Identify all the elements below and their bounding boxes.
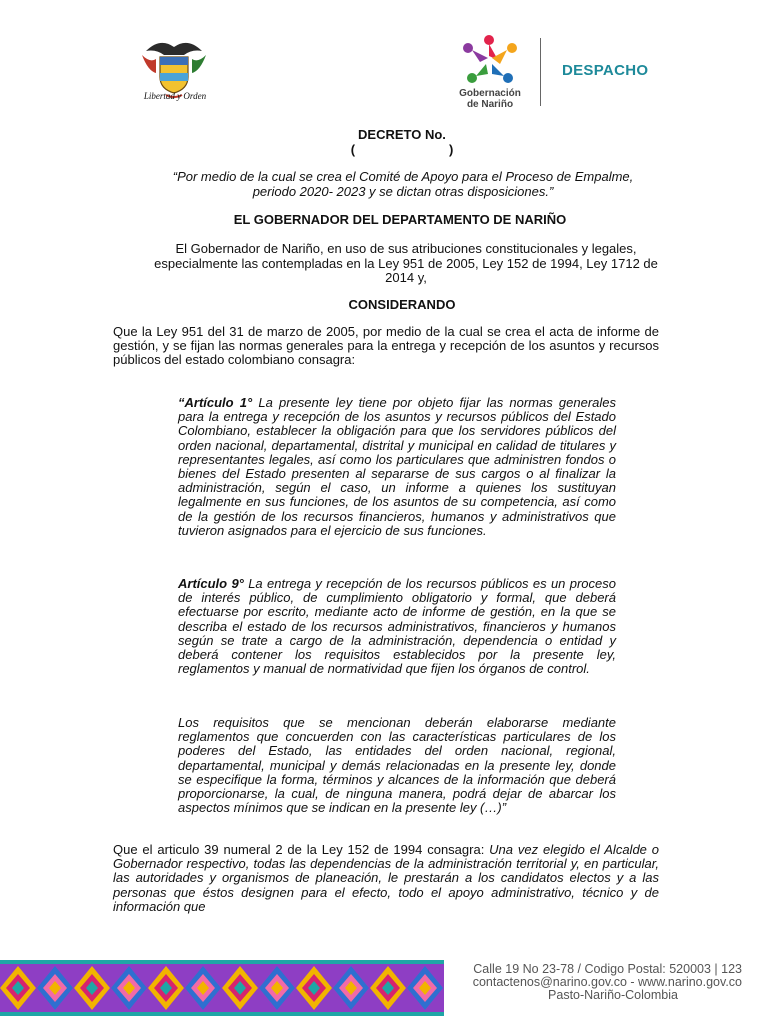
gobernacion-narino-star-logo-icon — [452, 32, 526, 90]
footer-contact-line: contactenos@narino.gov.co - www.narino.gov.co — [472, 975, 742, 989]
preamble: El Gobernador de Nariño, en uso de sus atribuciones constitucionales y legales, especialmente las contempladas en la Ley 951 de 2005, Ley 152 de 1994, Ley 1712 de 2014 y, — [154, 241, 658, 285]
decree-number-label: DECRETO No. — [358, 127, 446, 142]
paragraph-2-intro: Que el articulo 39 numeral 2 de la Ley 152 de 1994 consagra: — [113, 842, 490, 857]
article-9-label: Artículo 9° — [178, 576, 244, 591]
article-1-quote — [178, 396, 616, 538]
footer-contact — [444, 963, 742, 1002]
decree-subject: “Por medio de la cual se crea el Comité de Apoyo para el Proceso de Empalme, periodo 2020- 2023 y se dictan otras disposiciones.” — [172, 169, 634, 199]
crest-caption: Libertad y Orden — [143, 91, 207, 101]
requirements-quote: Los requisitos que se mencionan deberán elaborarse mediante reglamentos que concuerden con las características particulares de los poderes del Estado, las entidades del orden nacional, regional, departamental, municipal y demás relacionadas en la presente ley, donde se especifique la forma, términos y alcances de la información que deberá proporcionarse, la cual, de ninguna manera, podrá dejar de abarcar los aspectos mínimos que se indican en la presente ley (…)” — [178, 715, 616, 816]
issuer-heading: EL GOBERNADOR DEL DEPARTAMENTO DE NARIÑO — [233, 212, 567, 227]
considering-paragraph-2 — [113, 843, 659, 914]
article-1-label: “Artículo 1° — [178, 395, 253, 410]
considering-heading: CONSIDERANDO — [348, 297, 456, 312]
gobernacion-logo-text — [446, 88, 534, 110]
decorative-textile-band — [0, 960, 444, 1016]
article-9-quote — [178, 577, 616, 676]
decree-title — [172, 127, 632, 157]
considering-paragraph-1: Que la Ley 951 del 31 de marzo de 2005, por medio de la cual se crea el acta de informe de gestión, y se fijan las normas generales para la entrega y recepción de los asuntos y recursos públicos del estado colombiano consagra: — [113, 324, 659, 368]
logo-line-1: Gobernación — [459, 88, 521, 99]
article-1-text: La presente ley tiene por objeto fijar las normas generales para la entrega y recepción de los asuntos y recursos públicos del Estado Colombiano, establecer la obligación para que los servidores públicos del orden nacional, departamental, distrital y municipal en calidad de titulares y representantes legales, así como los particulares que administren fondos o bienes del Estado presenten al separarse de sus cargos o al finalizar la administración, según el caso, un informe a quienes los sustituyan legalmente en sus funciones, de los asuntos de su competencia, así como de la gestión de los recursos financieros, humanos y administrativos que tuvieron asignados para el ejercicio de sus funciones. — [178, 395, 616, 538]
office-label: DESPACHO — [562, 62, 649, 79]
footer-address: Calle 19 No 23-78 / Codigo Postal: 520003 | 123 — [473, 962, 742, 976]
logo-line-2: de Nariño — [466, 99, 514, 110]
decree-number-blank: ( ) — [350, 142, 454, 157]
article-9-text: La entrega y recepción de los recursos públicos es un proceso de interés público, de cumplimiento obligatorio y formal, que deberá efectuarse por escrito, mediante acto de informe de gestión, en la que se describa el estado de los recursos administrativos, financieros y humanos según se trate a cargo de la administración, dependencia o entidad y deberá contener los requisitos establecidos por la presente ley, reglamentos y manual de normatividad que fijen los órganos de control. — [178, 576, 616, 677]
footer-city: Pasto-Nariño-Colombia — [548, 988, 678, 1002]
header-divider — [540, 38, 541, 106]
paragraph-2-quote: Una vez elegido el Alcalde o Gobernador respectivo, todas las dependencias de la administración territorial y, en particular, las autoridades y organismos de planeación, le prestarán a los candidatos electos y a las personas que éstos designen para el efecto, todo el apoyo administrativo, técnico y de información que — [113, 842, 659, 914]
